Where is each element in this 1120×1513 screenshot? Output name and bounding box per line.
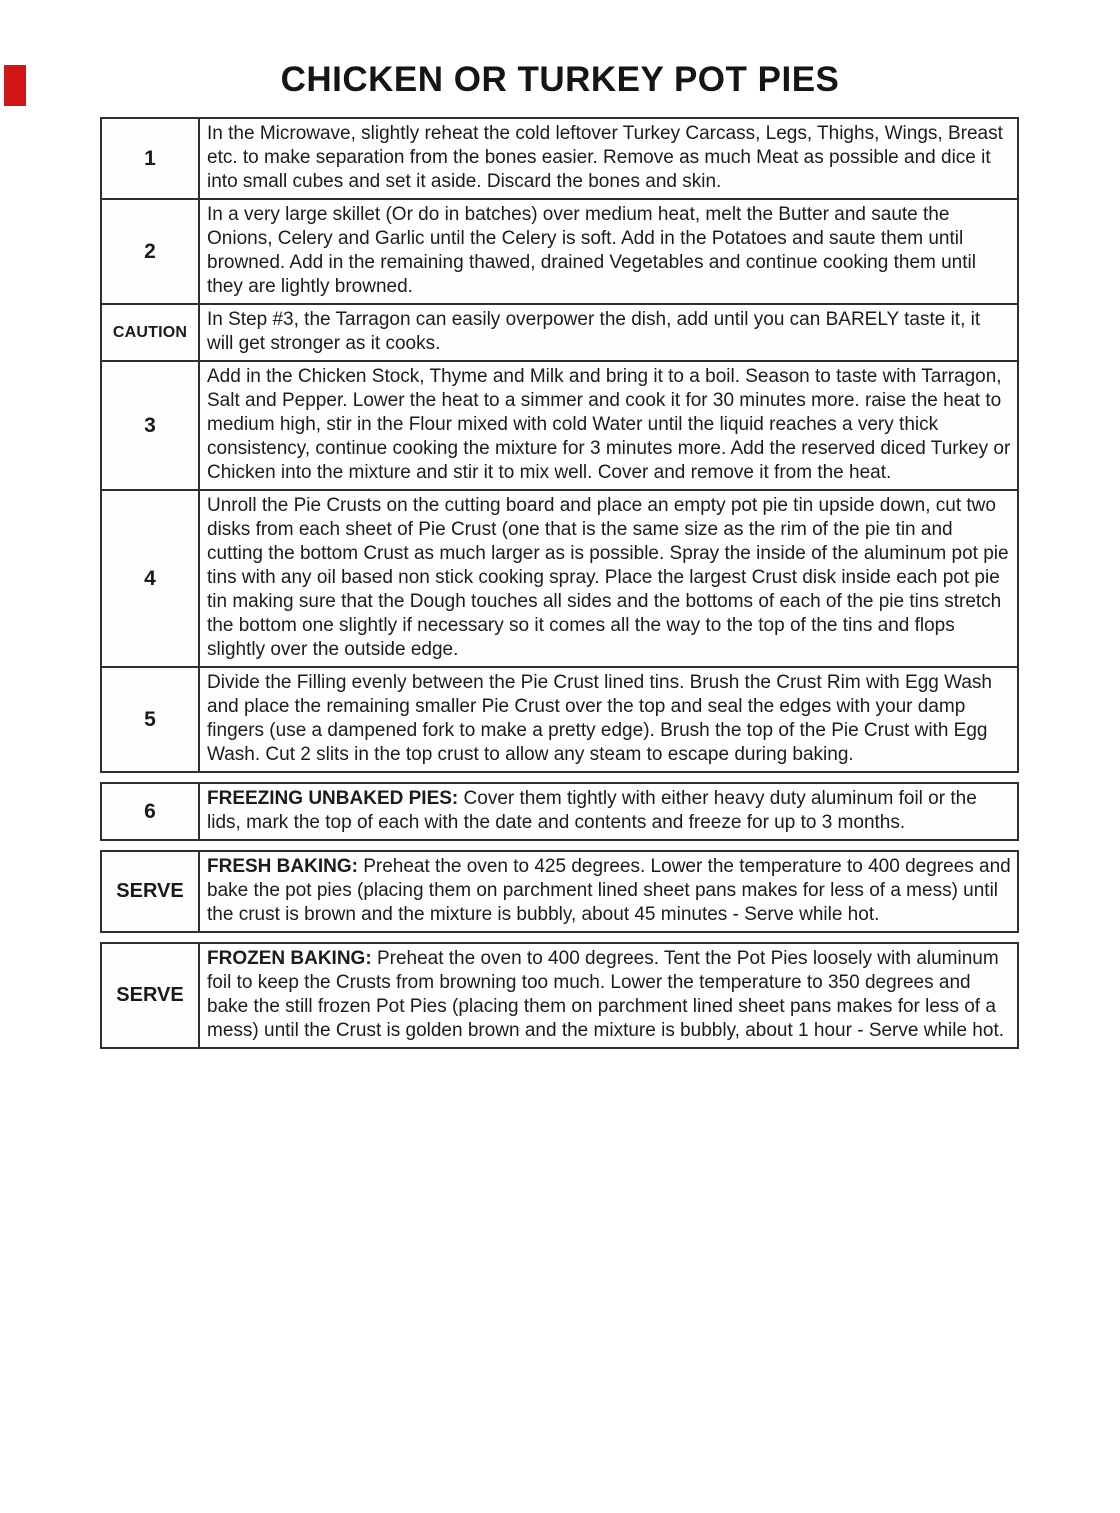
freezing-body: Cover them tightly with either heavy duty aluminum foil or the lids, mark the top of each with the date and contents and freeze for up to 3 months. [207,788,977,833]
frozen-baking-body: Preheat the oven to 400 degrees. Tent the Pot Pies loosely with aluminum foil to keep the Crusts from browning too much. Lower the temperature to 350 degrees and bake the still frozen Pot Pies (placing them on parchment lined sheet pans makes for less of a mess) until the Crust is golden brown and the mixture is bubbly, about 1 hour - Serve while hot. [207,948,1004,1041]
caution-label: CAUTION [102,305,200,360]
step-number: 3 [102,362,200,489]
table-row-serve-frozen [102,944,1017,1047]
fresh-baking-body: Preheat the oven to 425 degrees. Lower the temperature to 400 degrees and bake the pot pies (placing them on parchment lined sheet pans makes for less of a mess) until the crust is brown and the mixture is bubbly, about 45 minutes - Serve while hot. [207,856,1011,925]
freezing-text [200,784,1017,839]
table-row-step-5 [102,666,1017,771]
step-text: Unroll the Pie Crusts on the cutting board and place an empty pot pie tin upside down, cut two disks from each sheet of Pie Crust (one that is the same size as the rim of the pie tin and cutting the bottom Crust as much larger as is possible. Spray the inside of the aluminum pot pie tins with any oil based non stick cooking spray. Place the largest Crust disk inside each pot pie tin making sure that the Dough touches all sides and the bottoms of each of the pie tins stretch the bottom one slightly if necessary so it comes all the way to the top of the tins and flops slightly over the outside edge. [207,495,1009,660]
table-row-serve-fresh [102,852,1017,931]
frozen-baking-lead: FROZEN BAKING: [207,948,372,969]
table-row-step-4 [102,489,1017,666]
fresh-baking-table [100,850,1019,933]
steps-table [100,117,1019,773]
step-number: 5 [102,668,200,771]
step-number: 4 [102,491,200,666]
step-text: Divide the Filling evenly between the Pie Crust lined tins. Brush the Crust Rim with Egg Wash and place the remaining smaller Pie Crust over the top and seal the edges with your damp fingers (use a dampened fork to make a pretty edge). Brush the top of the Pie Crust with Egg Wash. Cut 2 slits in the top crust to allow any steam to escape during baking. [207,672,992,765]
red-corner-marker [4,65,26,106]
freezing-lead: FREEZING UNBAKED PIES: [207,788,459,809]
step-text: Add in the Chicken Stock, Thyme and Milk and bring it to a boil. Season to taste with Tarragon, Salt and Pepper. Lower the heat to a simmer and cook it for 30 minutes more. raise the heat to medium high, stir in the Flour mixed with cold Water until the liquid reaches a very thick consistency, continue cooking the mixture for 3 minutes more. Add the reserved diced Turkey or Chicken into the mixture and stir it to mix well. Cover and remove it from the heat. [207,366,1011,483]
step-number: 1 [102,119,200,198]
table-row-step-6 [102,784,1017,839]
frozen-baking-table [100,942,1019,1049]
fresh-baking-lead: FRESH BAKING: [207,856,358,877]
frozen-baking-text [200,944,1017,1047]
caution-text: In Step #3, the Tarragon can easily overpower the dish, add until you can BARELY taste it, it will get stronger as it cooks. [207,309,981,354]
step-number: 6 [102,784,200,839]
freezing-table [100,782,1019,841]
table-row-caution [102,303,1017,360]
table-row-step-2 [102,198,1017,303]
recipe-document [100,117,1019,1049]
page-title: CHICKEN OR TURKEY POT PIES [280,60,840,99]
serve-label: SERVE [102,852,200,931]
serve-label: SERVE [102,944,200,1047]
table-row-step-3 [102,360,1017,489]
step-number: 2 [102,200,200,303]
fresh-baking-text [200,852,1017,931]
step-text: In a very large skillet (Or do in batches) over medium heat, melt the Butter and saute the Onions, Celery and Garlic until the Celery is soft. Add in the Potatoes and saute them until browned. Add in the remaining thawed, drained Vegetables and continue cooking them until they are lightly browned. [207,204,976,297]
table-row-step-1 [102,119,1017,198]
step-text: In the Microwave, slightly reheat the cold leftover Turkey Carcass, Legs, Thighs, Wings, Breast etc. to make separation from the bones easier. Remove as much Meat as possible and dice it into small cubes and set it aside. Discard the bones and skin. [207,123,1003,192]
